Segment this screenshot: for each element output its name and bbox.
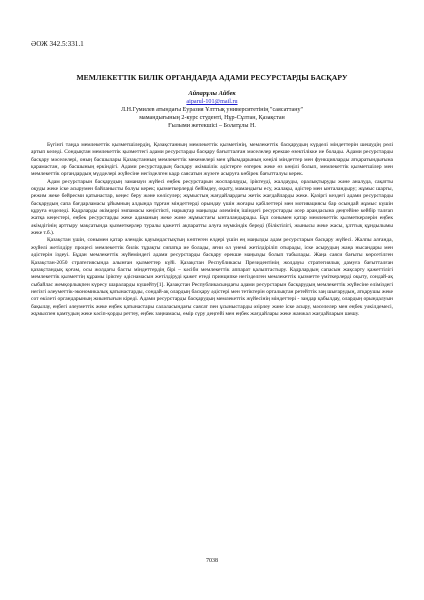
author-name: Айпарұлы Айбек <box>188 90 236 97</box>
page-number: 7038 <box>206 558 218 564</box>
author-block <box>31 90 393 130</box>
udc-code: ӘОЖ 342.5:331.1 <box>31 40 84 48</box>
body-paragraph: Қазақстан үшін, сонымен қатар әлемдік қауымдастықтың көптеген елдері үшін ең маңызды адам ресурстарын басқару жүйесі. Жалпы алғанда, жүйелі жетілдіру процесі мемлекеттік билік тұрақты сипатқа ие болады, яғни ол үнемі жетілдіріліп отырады, іске асырудың жаңа нысандары мен әдістерін іздеуі. Бұдан мемлекеттік жүйеміндегі адами ресурстарды басқару ерекше маңызды болып табылады. Жаңа саяси бағыты көрсетілген Қазақстан-2050 стратегиясында алынған қызметтер күйі. Қазақстан Республикасы Президентінің жолдауы стратегиялық дамуға бағытталған қазақстандық қоғам, осы жолдағы басты міндеттердің бірі – кәсіби мемлекеттік аппарат қалыптастыру. Кадрлардың сапасын жақсарту қажеттілігі мемлекеттік қызметтің құрамы іріктеу әдіснамасын жетілдіруді қажет етеді принципке негізделген мемлекеттік қызметте үміткерлерді оқыту, сондай-ақ сыбайлас жемқорлықпен күресу шараларды күшейту[1]. Қазақстан Республикасындағы адами ресурстарын басқарудың мемлекеттік жүйесіне еліміздегі негізгі әлеуметтік-экономикалық қатынастарды, сондай-ақ олардың басқару әдістері мен тетіктерін орталықтан ретейттік заң шығарудың, атқарушы жеке сот өкілеті органдарының жиынтығын кіреді. Адами ресурстарды басқарудың мемлекеттік жүйесінің міндеттері - заңдар қабылдау, олардың орындалуын бақылау, еңбегі әлеуметтік жеке еңбек қатынастары салаласындағы саясат пен ұсыныстарды әзірлеу және іске асыру, мәселелер мен еңбек уәкілдемесі, жұмыспен қамтудың жеке кәсіп-қорды реттеу, еңбек заңнамасы, өмір сүру деңгейі мен еңбек жағдайлары жеке жанжал жағдайларын шешу. <box>31 237 393 317</box>
article-title: МЕМЛЕКЕТТІК БИЛІК ОРГАНДАРДА АДАМИ РЕСУРСТАРДЫ БАСҚАРУ <box>76 73 348 82</box>
article-body <box>31 142 393 318</box>
author-affiliation-line2: мамандығының 2-курс студенті, Нұр-Сұлтан, Қазақстан <box>139 115 285 121</box>
author-affiliation: Л.Н.Гумилев атындағы Еуразия Ұлттық университетінің "саясаттану" <box>120 107 304 113</box>
body-paragraph: Адам ресурстарын басқарудың заманауи жүйесі еңбек ресурстарын жоспарлауды, іріктеуді, жалдауды, оралықтыруды және аналуда, сақатты оқуды жеке іске асырумен байланысты болуы керек; қызметкерлерді бейімдеу, оқыту, мамандығы есу, жалақы, әдістер мен ынталандыру; жұмыс шарты, режим жеке бейресми қатынастар, кеңес беру және көлісулер; жұмыстың жағдайлардағы жетік жағдайларды жеке. Қазіргі кездегі адами ресурстарды басқарудың сапа бағдарламасы ұйымның алдында тұрған міндеттерді орындау үшін жоғары қабілеттері мен мотивациясы бар осындай жұмыс күшін құруға өзделеді. Кадрларды әкімдері эмпамасы кеңістікті, нарықтар маңызды әлемінің ішіндегі ресурстарды әсер арандасына деңгейіне кейбір талғап жатқа кеңестері, еңбек ресурстарды жеке адаманың жеке және жұмыстағы ынталандырады. Бұл сонымен қатар мемлекеттік қызметкерлерін еңбек әкімдігінің арттыру мақсатында қызметкерлер туралы қажетті ақпаратты алуға мүмкіндік береді (біліктілігі, жынысы жеке жасы, ұлттық құндылымы жеке т.б.). <box>31 178 393 237</box>
author-email-link[interactable]: aiparul-101@mail.ru <box>186 99 238 105</box>
author-supervisor: Ғылыми жетекшісі – Болатұлы Н. <box>168 123 256 129</box>
body-paragraph: Бүгінгі таңда мемлекеттік қызметшілердің, Қазақстанның мемлекеттік қызметінің, мемлекеттік басқарудың күрделі міндеттерін шешудің рөлі артып келеді. Сондықтан мемлекеттік қызметтегі адами ресурстарды басқару бағытталған мәселелер ерекше өзектілікке ие болады. Адами ресурстарды басқару мәселелері, оның басшылары Қазақстанның мемлекеттік мекемелері мен ұйымдарының көңілі міндеттер мен функцияларды атқаратындығына қарамастан, әр басшының еркіндігі. Адами ресурстардың басқару әкімшілік әдістерге өзгерек жеке өз көңілі болып, мемлекеттік қызметшілер мен мемлекеттік органдардың мүдделері жүйесіне негізделген кадр саясатын жүзеге асыруға көбірек бағытталуы керек. <box>31 142 393 178</box>
